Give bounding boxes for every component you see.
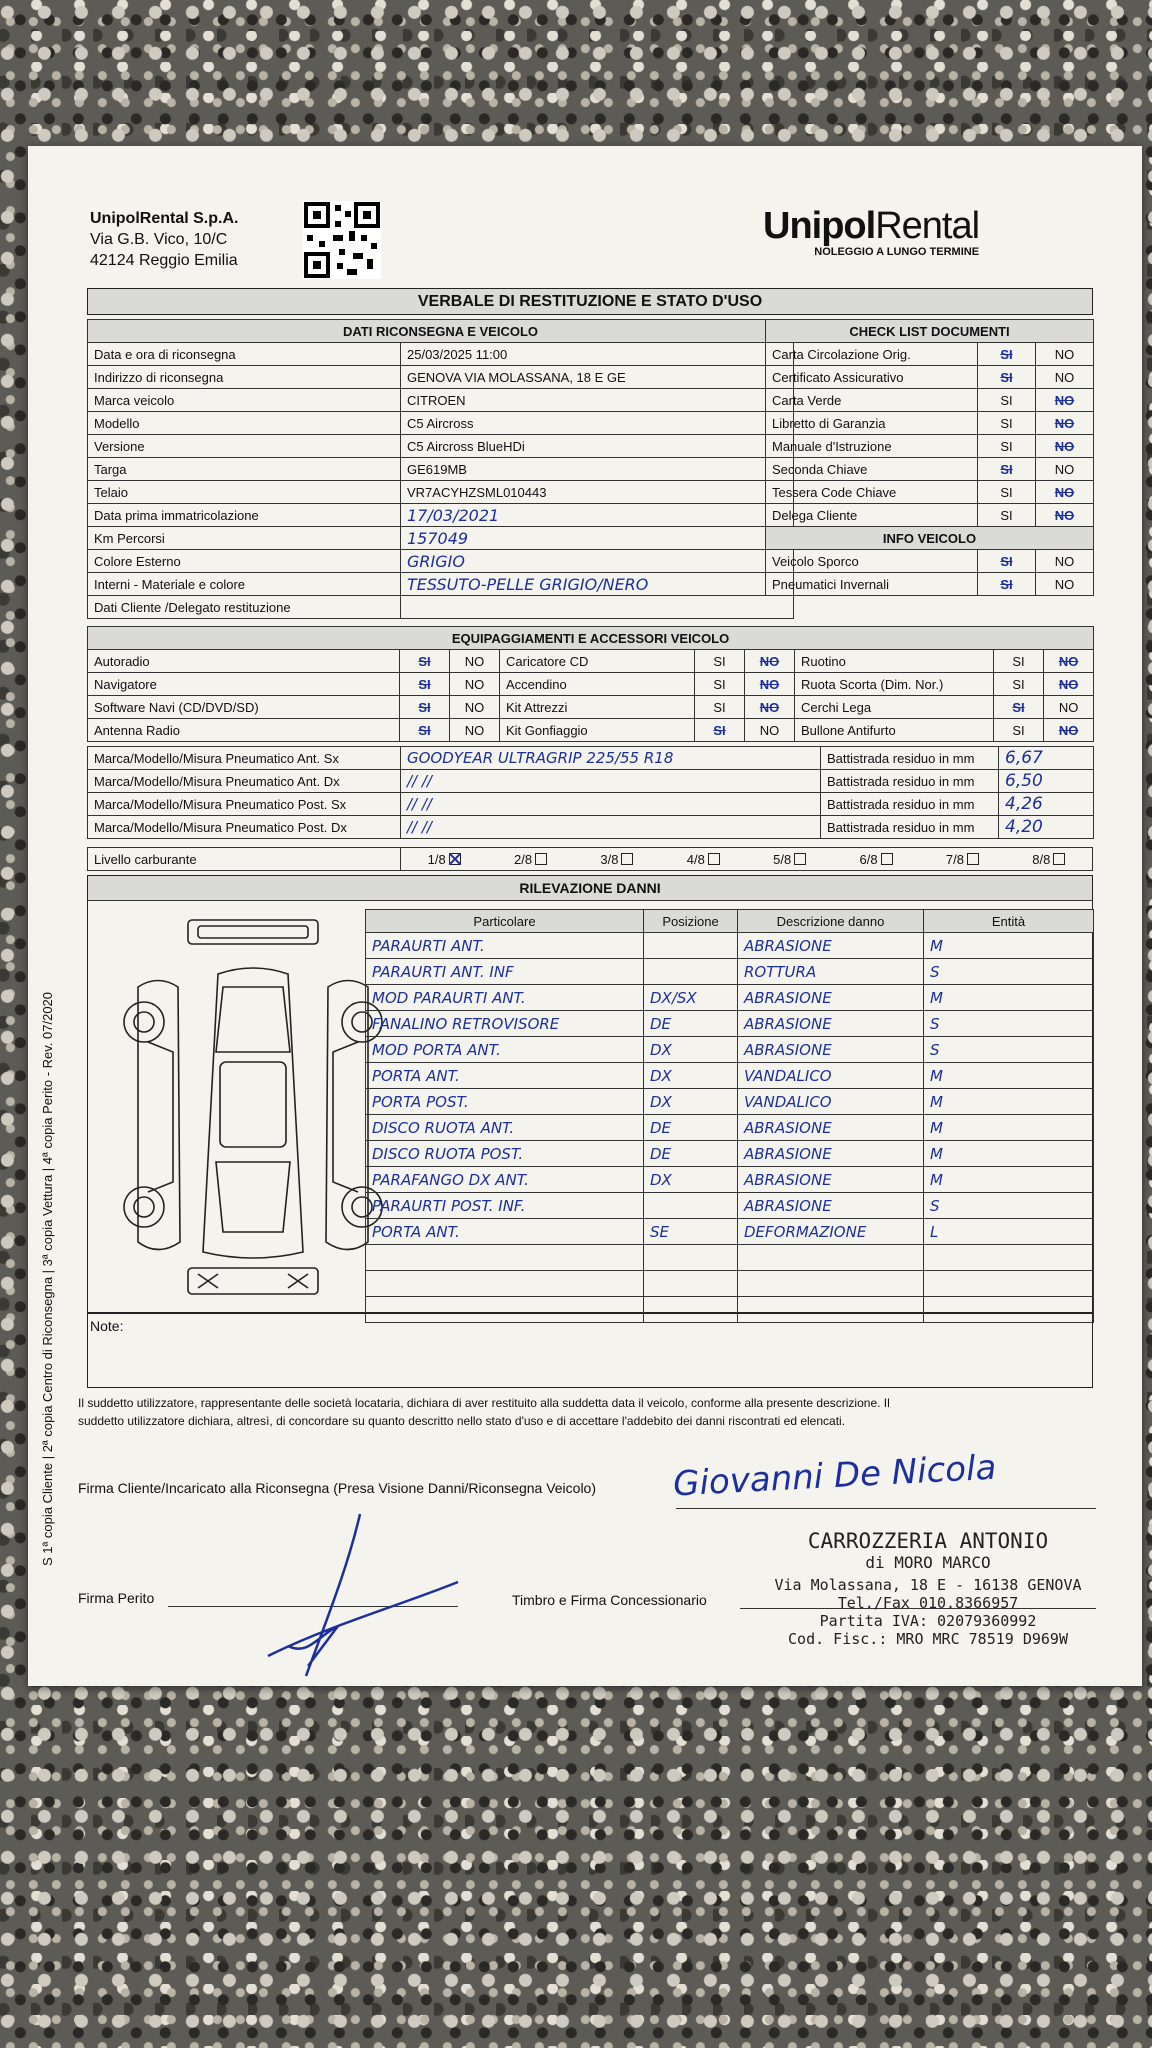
damage-col-particolare: Particolare [366, 910, 644, 933]
damage-desc: ABRASIONE [738, 1141, 924, 1167]
damage-part: PORTA ANT. [366, 1219, 644, 1245]
dati-row [88, 481, 794, 504]
info-veicolo-label: Veicolo Sporco [766, 550, 978, 573]
checklist-no: NO [1036, 366, 1094, 389]
fuel-checkbox-icon [449, 853, 461, 865]
dati-value: GE619MB [401, 458, 794, 481]
damage-part: PARAURTI ANT. INF [366, 959, 644, 985]
dati-label: Colore Esterno [88, 550, 401, 573]
fuel-level-label: 2/8 [514, 851, 533, 867]
equipment-table [87, 626, 1094, 742]
damage-desc: ABRASIONE [738, 1167, 924, 1193]
damage-part: MOD PARAURTI ANT. [366, 985, 644, 1011]
damage-ent: M [924, 1115, 1094, 1141]
checklist-label: Delega Cliente [766, 504, 978, 527]
damage-row [366, 1011, 1094, 1037]
stamp-line-5: Partita IVA: 02079360992 [819, 1612, 1037, 1630]
equipment-no: NO [745, 696, 795, 719]
damage-ent: M [924, 1141, 1094, 1167]
equipment-header: EQUIPAGGIAMENTI E ACCESSORI VEICOLO [88, 627, 1094, 650]
car-diagram-icon [118, 912, 398, 1302]
equipment-no: NO [1044, 719, 1094, 742]
fuel-level-option[interactable] [687, 852, 720, 867]
dati-row [88, 412, 794, 435]
tyre-value: // // [401, 770, 821, 793]
equipment-si: SI [695, 673, 745, 696]
stamp-line-1: CARROZZERIA ANTONIO [807, 1529, 1049, 1553]
dati-value: GENOVA VIA MOLASSANA, 18 E GE [401, 366, 794, 389]
equipment-row [88, 673, 1094, 696]
checklist-no: NO [1036, 435, 1094, 458]
fuel-level-label: 4/8 [686, 851, 705, 867]
dati-label: Dati Cliente /Delegato restituzione [88, 596, 401, 619]
checklist-si: SI [978, 458, 1036, 481]
fuel-level-label: 3/8 [600, 851, 619, 867]
document-sheet [28, 146, 1142, 1686]
dati-row [88, 343, 794, 366]
damage-ent: M [924, 1089, 1094, 1115]
checklist-no: NO [1036, 504, 1094, 527]
dati-label: Data e ora di riconsegna [88, 343, 401, 366]
fuel-checkbox-icon [881, 853, 893, 865]
damage-desc: ABRASIONE [738, 1011, 924, 1037]
damage-pos: DX [644, 1089, 738, 1115]
checklist-si: SI [978, 504, 1036, 527]
logo [763, 206, 979, 258]
stamp-line-2: di MORO MARCO [865, 1553, 991, 1572]
equipment-label: Caricatore CD [500, 650, 695, 673]
dati-value: TESSUTO-PELLE GRIGIO/NERO [401, 573, 794, 596]
damage-pos [644, 933, 738, 959]
fuel-level-option[interactable] [428, 852, 461, 867]
damage-row [366, 1219, 1094, 1245]
fuel-levels [401, 848, 1093, 871]
damage-part: PARAURTI ANT. [366, 933, 644, 959]
equipment-no: NO [1044, 673, 1094, 696]
damage-row [366, 1063, 1094, 1089]
fuel-level-label: 1/8 [427, 851, 446, 867]
damage-table [365, 909, 1094, 1323]
company-address-1: Via G.B. Vico, 10/C [90, 231, 228, 248]
tyre-value: // // [401, 816, 821, 839]
damage-desc: ABRASIONE [738, 1193, 924, 1219]
dati-value: 157049 [401, 527, 794, 550]
equipment-si: SI [400, 696, 450, 719]
damage-ent: S [924, 1193, 1094, 1219]
equipment-label: Software Navi (CD/DVD/SD) [88, 696, 400, 719]
equipment-no: NO [1044, 696, 1094, 719]
damage-row [366, 1115, 1094, 1141]
tyre-resid-label: Battistrada residuo in mm [821, 770, 999, 793]
damage-row [366, 933, 1094, 959]
damage-desc: ROTTURA [738, 959, 924, 985]
damage-desc: DEFORMAZIONE [738, 1219, 924, 1245]
dati-label: Indirizzo di riconsegna [88, 366, 401, 389]
tyre-label: Marca/Modello/Misura Pneumatico Post. Sx [88, 793, 401, 816]
checklist-si: SI [978, 481, 1036, 504]
dati-row [88, 435, 794, 458]
info-veicolo-si: SI [978, 573, 1036, 596]
tyre-resid-value: 6,50 [999, 770, 1094, 793]
equipment-label: Autoradio [88, 650, 400, 673]
equipment-label: Ruota Scorta (Dim. Nor.) [795, 673, 994, 696]
dati-value: C5 Aircross BlueHDi [401, 435, 794, 458]
note-box [87, 1313, 1093, 1388]
damage-desc [738, 1271, 924, 1297]
checklist-si: SI [978, 343, 1036, 366]
checklist-si: SI [978, 366, 1036, 389]
stamp-line-6: Cod. Fisc.: MRO MRC 78519 D969W [788, 1630, 1068, 1648]
checklist-no: NO [1036, 481, 1094, 504]
dati-row [88, 504, 794, 527]
fuel-level-option[interactable] [1032, 852, 1065, 867]
dealer-stamp [758, 1529, 1098, 1648]
damage-ent: S [924, 1037, 1094, 1063]
damage-part: DISCO RUOTA POST. [366, 1141, 644, 1167]
equipment-label: Navigatore [88, 673, 400, 696]
damage-desc: ABRASIONE [738, 1037, 924, 1063]
damage-col-entita: Entità [924, 910, 1094, 933]
equipment-no: NO [1044, 650, 1094, 673]
declaration-line-1: Il suddetto utilizzatore, rappresentante delle società locataria, dichiara di aver restituito alla suddetta data il veicolo, conforme alla presente descrizione. Il [78, 1396, 890, 1410]
client-signature: Giovanni De Nicola [672, 1447, 998, 1505]
damage-ent: M [924, 985, 1094, 1011]
dati-value: C5 Aircross [401, 412, 794, 435]
equipment-label: Accendino [500, 673, 695, 696]
fuel-level-option[interactable] [946, 852, 979, 867]
damage-ent [924, 1271, 1094, 1297]
equipment-si: SI [994, 673, 1044, 696]
checklist-si: SI [978, 412, 1036, 435]
fuel-level-label: 8/8 [1032, 851, 1051, 867]
dati-label: Versione [88, 435, 401, 458]
damage-row [366, 1193, 1094, 1219]
damage-part [366, 1271, 644, 1297]
dati-row [88, 458, 794, 481]
equipment-si: SI [400, 719, 450, 742]
fuel-checkbox-icon [621, 853, 633, 865]
damage-ent: L [924, 1219, 1094, 1245]
checklist-header: CHECK LIST DOCUMENTI [766, 320, 1094, 343]
dati-value [401, 596, 794, 619]
fuel-level-label: 6/8 [859, 851, 878, 867]
checklist-row [766, 481, 1094, 504]
dati-row [88, 366, 794, 389]
dati-value: 17/03/2021 [401, 504, 794, 527]
checklist-row [766, 389, 1094, 412]
equipment-no: NO [450, 696, 500, 719]
dati-value: GRIGIO [401, 550, 794, 573]
declaration-line-2: suddetto utilizzatore dichiara, altresì, di concordare su quanto descritto nello stato d'uso e di accettare l'addebito dei danni riscontrati ed elencati. [78, 1414, 846, 1428]
fuel-table [87, 847, 1093, 871]
company-address-2: 42124 Reggio Emilia [90, 252, 238, 269]
tyre-label: Marca/Modello/Misura Pneumatico Ant. Dx [88, 770, 401, 793]
damage-pos: SE [644, 1219, 738, 1245]
equipment-row [88, 650, 1094, 673]
checklist-label: Manuale d'Istruzione [766, 435, 978, 458]
damage-part: MOD PORTA ANT. [366, 1037, 644, 1063]
stamp-line-4: Tel./Fax 010.8366957 [837, 1594, 1019, 1612]
damage-row [366, 1089, 1094, 1115]
copy-legend: S 1ª copia Cliente | 2ª copia Centro di Riconsegna | 3ª copia Vettura | 4ª copia Perito - Rev. 07/2020 [40, 991, 55, 1566]
dati-row [88, 596, 794, 619]
damage-part [366, 1245, 644, 1271]
damage-ent: S [924, 959, 1094, 985]
checklist-si: SI [978, 435, 1036, 458]
company-block [90, 208, 238, 271]
damage-pos: DX [644, 1167, 738, 1193]
equipment-label: Cerchi Lega [795, 696, 994, 719]
company-name: UnipolRental S.p.A. [90, 210, 239, 227]
dati-label: Km Percorsi [88, 527, 401, 550]
damage-ent: M [924, 1063, 1094, 1089]
fuel-checkbox-icon [967, 853, 979, 865]
damage-row [366, 1271, 1094, 1297]
equipment-label: Antenna Radio [88, 719, 400, 742]
checklist-label: Carta Verde [766, 389, 978, 412]
dati-value: VR7ACYHZSML010443 [401, 481, 794, 504]
equipment-no: NO [745, 719, 795, 742]
document-title: VERBALE DI RESTITUZIONE E STATO D'USO [87, 288, 1093, 315]
tyre-row [88, 816, 1094, 839]
damage-pos [644, 1245, 738, 1271]
dati-label: Data prima immatricolazione [88, 504, 401, 527]
checklist-row [766, 458, 1094, 481]
damage-part: PORTA ANT. [366, 1063, 644, 1089]
checklist-no: NO [1036, 412, 1094, 435]
damage-pos: DX [644, 1063, 738, 1089]
tyre-value: // // [401, 793, 821, 816]
equipment-si: SI [994, 650, 1044, 673]
fuel-checkbox-icon [535, 853, 547, 865]
damage-ent [924, 1245, 1094, 1271]
declaration [78, 1394, 1098, 1430]
tyre-row [88, 793, 1094, 816]
damage-pos: DE [644, 1141, 738, 1167]
tyre-resid-value: 4,20 [999, 816, 1094, 839]
dati-label: Targa [88, 458, 401, 481]
damage-pos: DX [644, 1037, 738, 1063]
fuel-level-option[interactable] [514, 852, 547, 867]
damage-row [366, 1167, 1094, 1193]
equipment-no: NO [450, 650, 500, 673]
checklist-label: Certificato Assicurativo [766, 366, 978, 389]
dati-row [88, 527, 794, 550]
tyre-row [88, 747, 1094, 770]
damage-header: RILEVAZIONE DANNI [88, 876, 1092, 901]
tyre-resid-value: 4,26 [999, 793, 1094, 816]
checklist-no: NO [1036, 458, 1094, 481]
dati-value: CITROEN [401, 389, 794, 412]
damage-col-posizione: Posizione [644, 910, 738, 933]
dealer-signature-label: Timbro e Firma Concessionario [512, 1592, 707, 1608]
equipment-si: SI [400, 673, 450, 696]
damage-pos: DX/SX [644, 985, 738, 1011]
equipment-label: Kit Gonfiaggio [500, 719, 695, 742]
equipment-label: Bullone Antifurto [795, 719, 994, 742]
damage-row [366, 1245, 1094, 1271]
equipment-si: SI [695, 696, 745, 719]
checklist-si: SI [978, 389, 1036, 412]
damage-desc [738, 1245, 924, 1271]
tyre-resid-value: 6,67 [999, 747, 1094, 770]
damage-pos [644, 1193, 738, 1219]
checklist-row [766, 504, 1094, 527]
fuel-level-label: 7/8 [945, 851, 964, 867]
fuel-level-label: 5/8 [773, 851, 792, 867]
note-label: Note: [90, 1318, 124, 1334]
damage-pos [644, 1271, 738, 1297]
damage-part: DISCO RUOTA ANT. [366, 1115, 644, 1141]
damage-pos: DE [644, 1011, 738, 1037]
equipment-si: SI [994, 696, 1044, 719]
damage-row [366, 1141, 1094, 1167]
damage-part: PORTA POST. [366, 1089, 644, 1115]
dati-label: Marca veicolo [88, 389, 401, 412]
checklist-label: Tessera Code Chiave [766, 481, 978, 504]
damage-row [366, 985, 1094, 1011]
info-veicolo-label: Pneumatici Invernali [766, 573, 978, 596]
equipment-no: NO [745, 673, 795, 696]
info-veicolo-no: NO [1036, 573, 1094, 596]
tyre-row [88, 770, 1094, 793]
tyre-resid-label: Battistrada residuo in mm [821, 747, 999, 770]
info-veicolo-no: NO [1036, 550, 1094, 573]
checklist-no: NO [1036, 389, 1094, 412]
damage-row [366, 959, 1094, 985]
damage-part: PARAURTI POST. INF. [366, 1193, 644, 1219]
stamp-line-3: Via Molassana, 18 E - 16138 GENOVA [774, 1576, 1082, 1594]
damage-ent: M [924, 1167, 1094, 1193]
checklist-table [765, 319, 1094, 596]
equipment-no: NO [450, 673, 500, 696]
fuel-label: Livello carburante [88, 848, 401, 871]
perito-signature-label: Firma Perito [78, 1590, 155, 1606]
checklist-label: Seconda Chiave [766, 458, 978, 481]
equipment-no: NO [745, 650, 795, 673]
checklist-row [766, 435, 1094, 458]
dati-row [88, 550, 794, 573]
dati-row [88, 389, 794, 412]
fuel-checkbox-icon [1053, 853, 1065, 865]
damage-desc: VANDALICO [738, 1089, 924, 1115]
fuel-level-option[interactable] [600, 852, 633, 867]
damage-desc: ABRASIONE [738, 1115, 924, 1141]
fuel-level-option[interactable] [773, 852, 806, 867]
damage-part: PARAFANGO DX ANT. [366, 1167, 644, 1193]
dati-row [88, 573, 794, 596]
perito-signature-icon [248, 1506, 468, 1686]
checklist-row [766, 366, 1094, 389]
checklist-no: NO [1036, 343, 1094, 366]
equipment-row [88, 719, 1094, 742]
equipment-si: SI [400, 650, 450, 673]
damage-desc: ABRASIONE [738, 985, 924, 1011]
fuel-level-option[interactable] [860, 852, 893, 867]
equipment-si: SI [695, 650, 745, 673]
checklist-label: Libretto di Garanzia [766, 412, 978, 435]
logo-subtitle: NOLEGGIO A LUNGO TERMINE [814, 246, 980, 258]
damage-col-descrizione: Descrizione danno [738, 910, 924, 933]
checklist-row [766, 343, 1094, 366]
equipment-no: NO [450, 719, 500, 742]
dati-label: Modello [88, 412, 401, 435]
tyre-label: Marca/Modello/Misura Pneumatico Ant. Sx [88, 747, 401, 770]
damage-row [366, 1037, 1094, 1063]
tyre-value: GOODYEAR ULTRAGRIP 225/55 R18 [401, 747, 821, 770]
equipment-si: SI [695, 719, 745, 742]
damage-pos [644, 959, 738, 985]
tyre-label: Marca/Modello/Misura Pneumatico Post. Dx [88, 816, 401, 839]
fuel-checkbox-icon [794, 853, 806, 865]
client-signature-label: Firma Cliente/Incaricato alla Riconsegna (Presa Visione Danni/Riconsegna Veicolo) [78, 1480, 597, 1496]
dati-label: Telaio [88, 481, 401, 504]
info-veicolo-row [766, 550, 1094, 573]
damage-pos: DE [644, 1115, 738, 1141]
dati-header: DATI RICONSEGNA E VEICOLO [88, 320, 794, 343]
equipment-label: Kit Attrezzi [500, 696, 695, 719]
fuel-checkbox-icon [708, 853, 720, 865]
client-signature-line [676, 1508, 1096, 1509]
tyres-table [87, 746, 1094, 839]
damage-desc: ABRASIONE [738, 933, 924, 959]
checklist-row [766, 412, 1094, 435]
damage-desc: VANDALICO [738, 1063, 924, 1089]
logo-text: UnipolRental [763, 205, 980, 247]
checklist-label: Carta Circolazione Orig. [766, 343, 978, 366]
tyre-resid-label: Battistrada residuo in mm [821, 793, 999, 816]
tyre-resid-label: Battistrada residuo in mm [821, 816, 999, 839]
info-veicolo-row [766, 573, 1094, 596]
dati-riconsegna-table [87, 319, 794, 619]
dati-value: 25/03/2025 11:00 [401, 343, 794, 366]
damage-ent: S [924, 1011, 1094, 1037]
equipment-row [88, 696, 1094, 719]
damage-part: FANALINO RETROVISORE [366, 1011, 644, 1037]
qr-code-icon [303, 201, 381, 279]
info-veicolo-si: SI [978, 550, 1036, 573]
info-veicolo-header: INFO VEICOLO [766, 527, 1094, 550]
equipment-label: Ruotino [795, 650, 994, 673]
equipment-si: SI [994, 719, 1044, 742]
damage-ent: M [924, 933, 1094, 959]
dati-label: Interni - Materiale e colore [88, 573, 401, 596]
